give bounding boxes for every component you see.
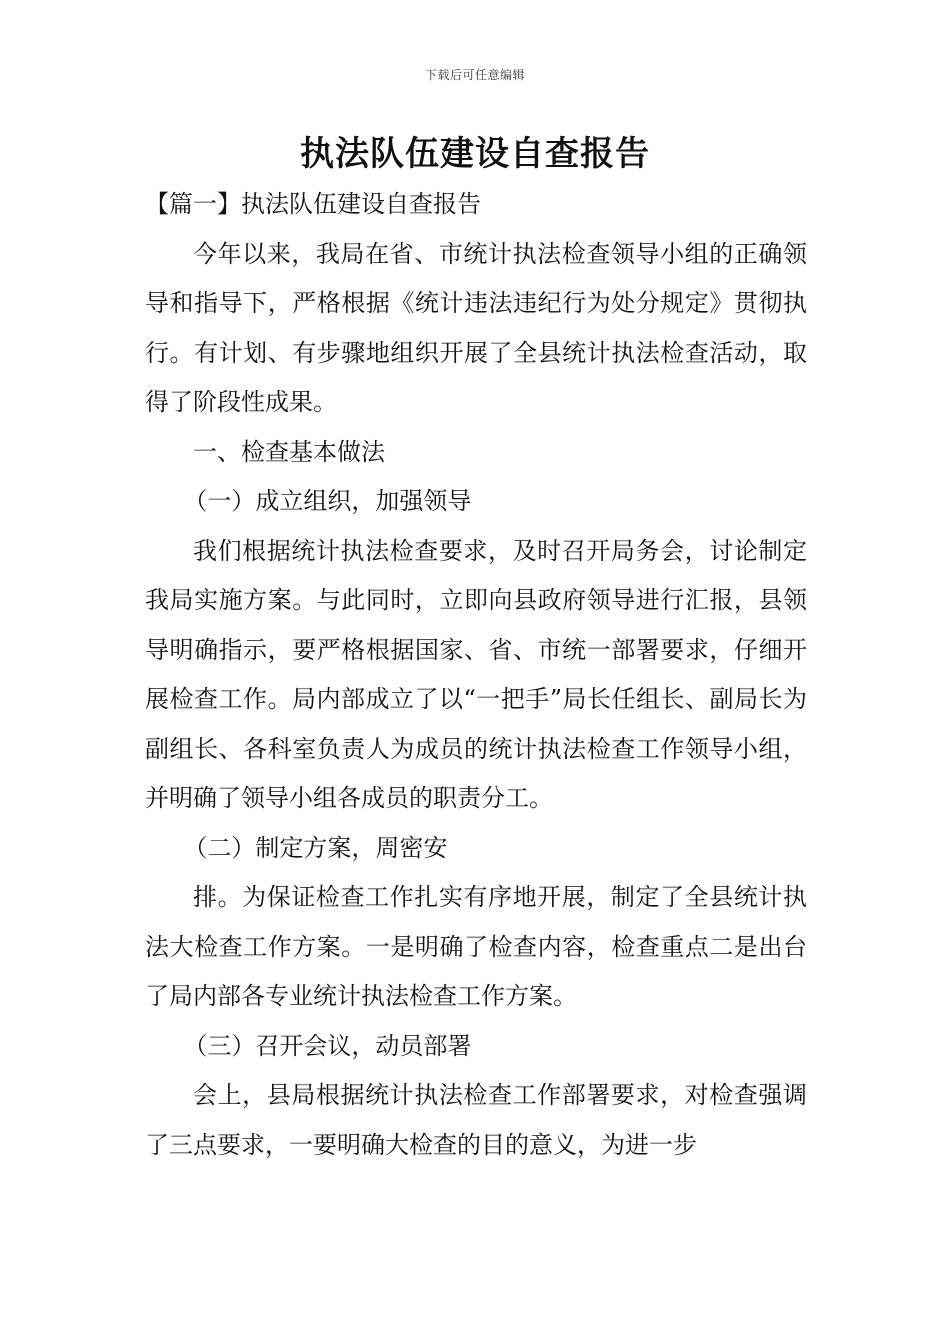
header-note: 下载后可任意编辑	[424, 68, 525, 82]
subheading-meeting: （三）召开会议，动员部署	[183, 1031, 472, 1060]
paragraph-intro: 今年以来，我局在省、市统计执法检查领导小组的正确领导和指导下，严格根据《统计违法违纪行为处分规定》贯彻执行。有计划、有步骤地组织开展了全县统计执法检查活动，取得了阶段性成果。	[145, 239, 807, 416]
heading-inspection-practices: 一、检查基本做法	[193, 437, 385, 466]
section-label: 【篇一】执法队伍建设自查报告	[145, 190, 481, 218]
subheading-organization: （一）成立组织，加强领导	[183, 487, 472, 515]
paragraph-plan: 排。为保证检查工作扎实有序地开展，制定了全县统计执法大检查工作方案。一是明确了检查内容，检查重点二是出台了局内部各专业统计执法检查工作方案。	[145, 883, 807, 1010]
paragraph-organization: 我们根据统计执法检查要求，及时召开局务会，讨论制定我局实施方案。与此同时，立即向县政府领导进行汇报，县领导明确指示，要严格根据国家、省、市统一部署要求，仔细开展检查工作。局内部成立了以“一把手”局长任组长、副局长为副组长、各科室负责人为成员的统计执法检查工作领导小组，并明确了领导小组各成员的职责分工。	[145, 536, 807, 812]
paragraph-meeting: 会上，县局根据统计执法检查工作部署要求，对检查强调了三点要求，一要明确大检查的目的意义，为进一步	[145, 1081, 807, 1159]
subheading-plan: （二）制定方案，周密安	[183, 833, 448, 862]
document-title: 执法队伍建设自查报告	[300, 134, 650, 174]
document-body	[145, 180, 807, 1170]
